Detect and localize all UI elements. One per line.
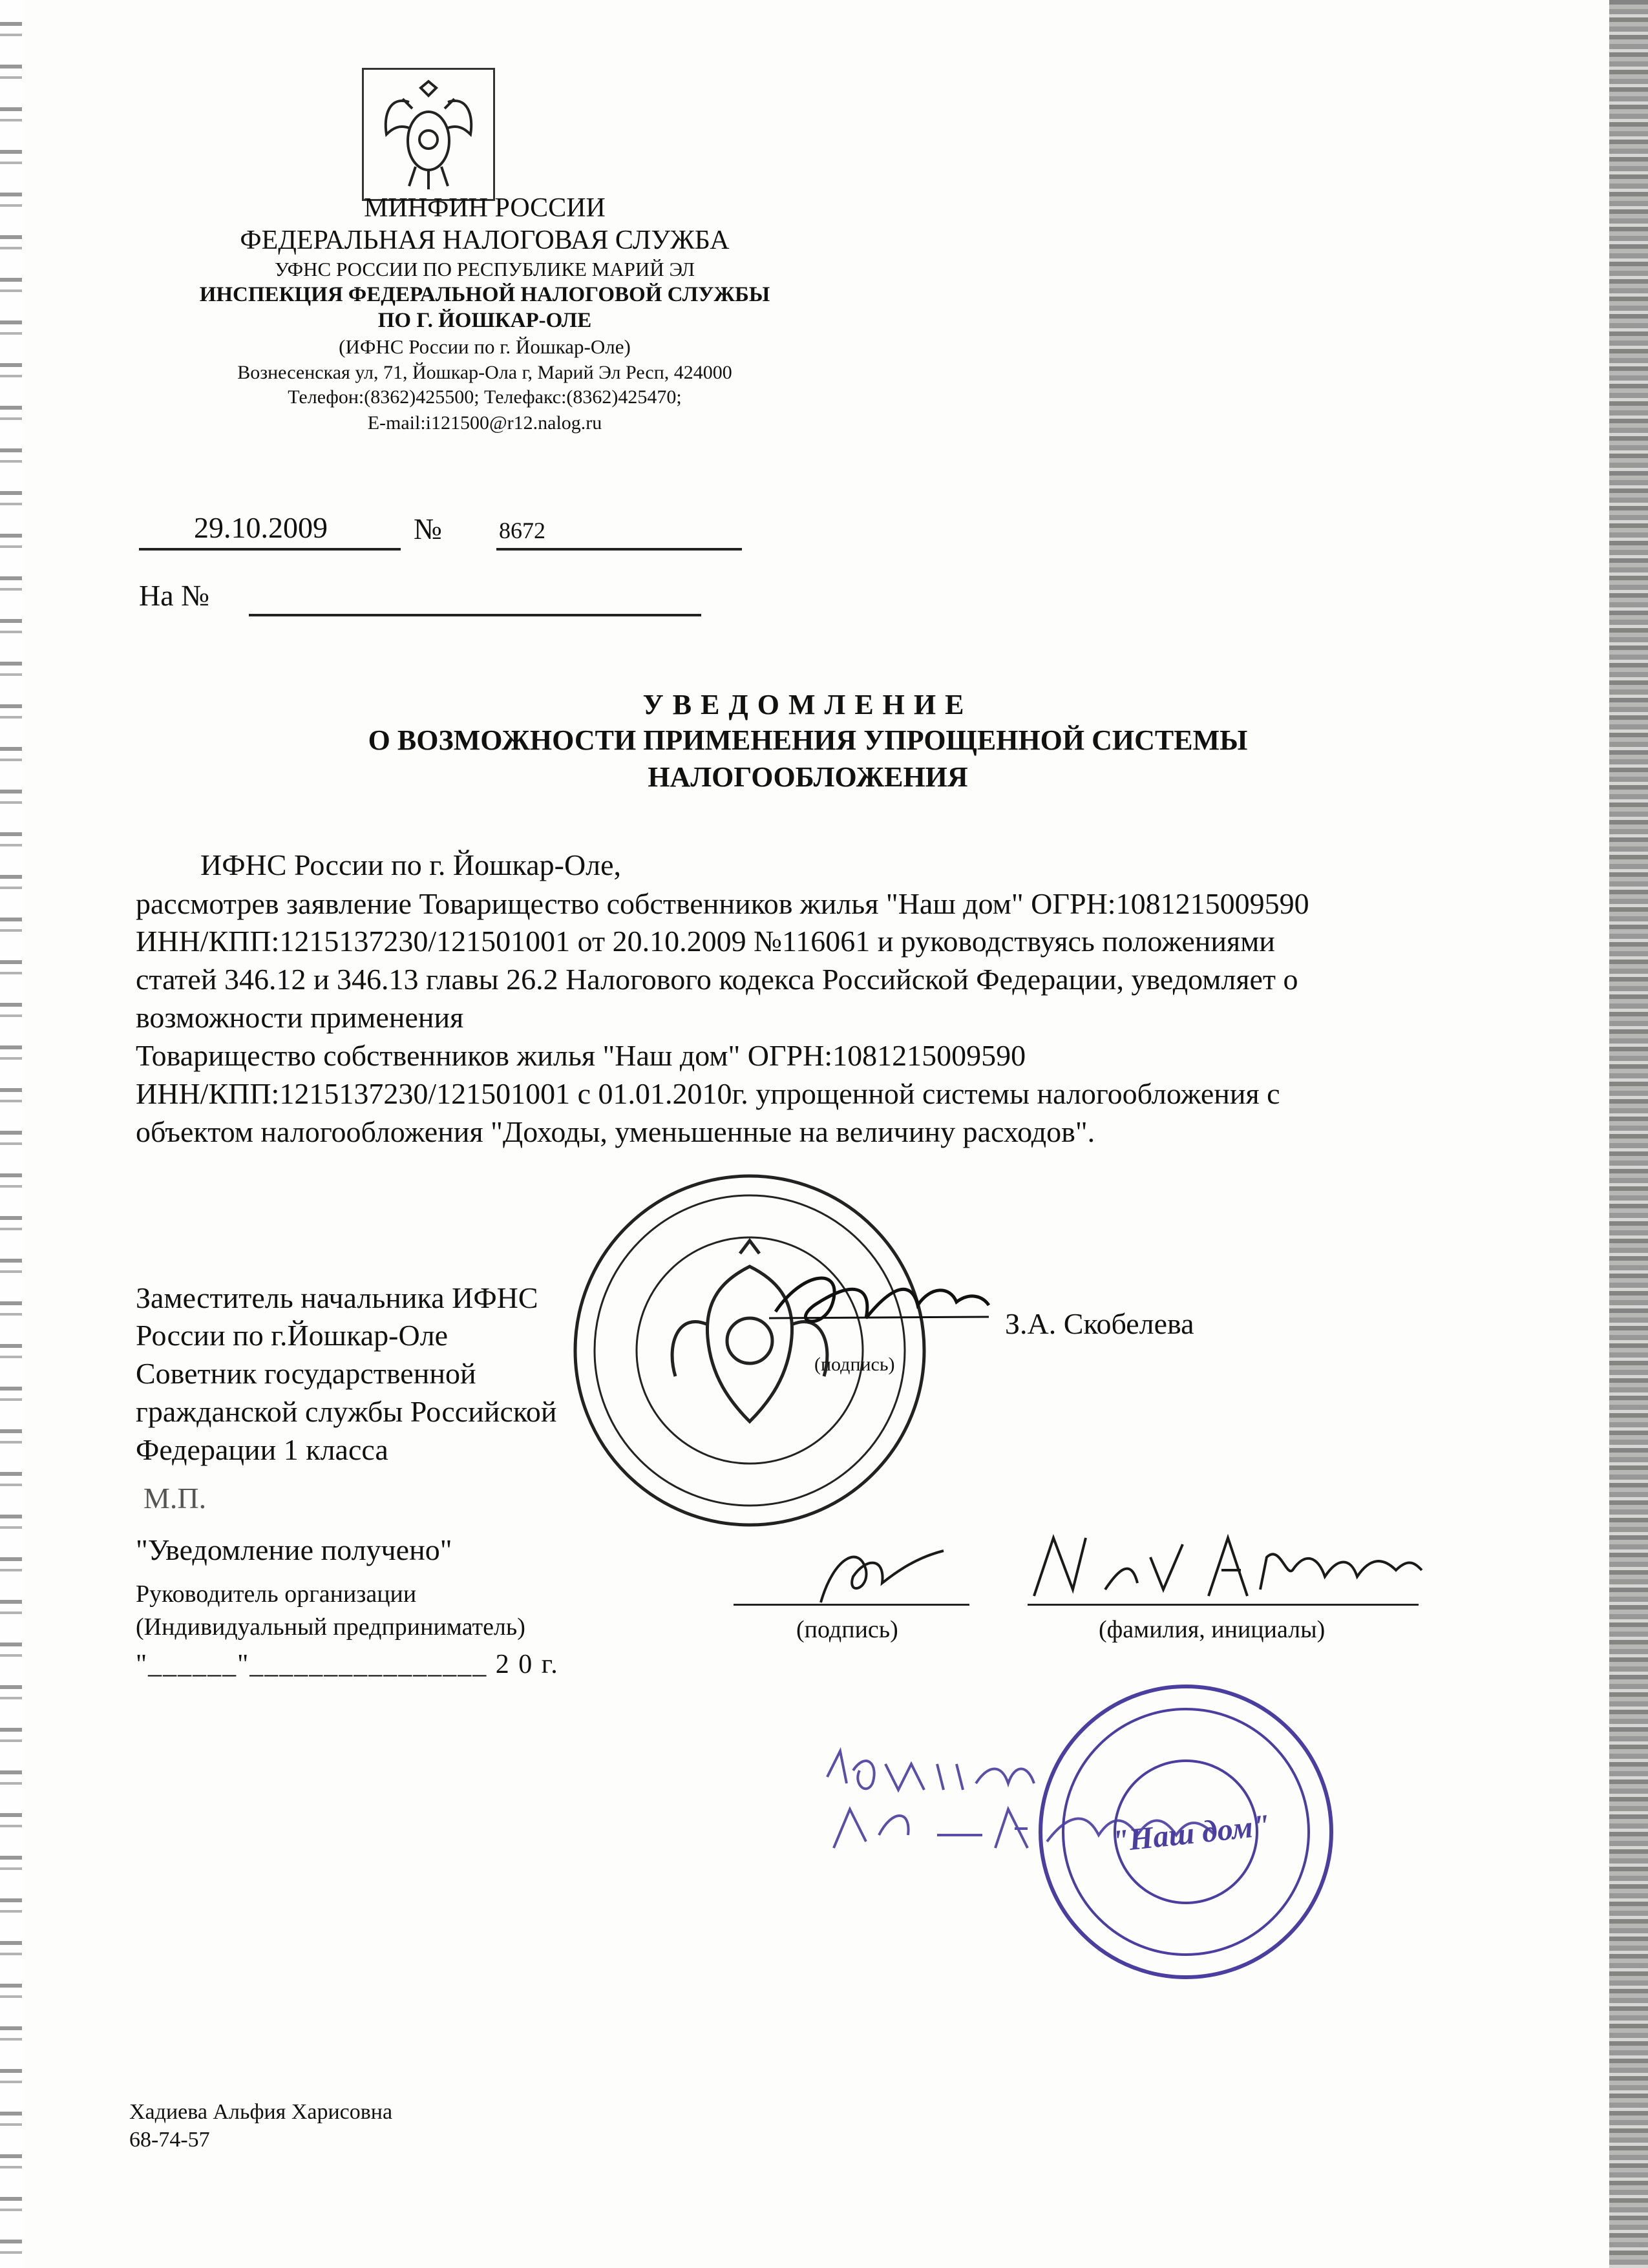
body-line-4: статей 346.12 и 346.13 главы 26.2 Налогового кодекса Российской Федерации, уведомляет о — [136, 963, 1298, 996]
header-service: ФЕДЕРАЛЬНАЯ НАЛОГОВАЯ СЛУЖБА — [240, 226, 730, 255]
body-line-3: ИНН/КПП:1215137230/121501001 от 20.10.2009 №116061 и руководствуясь положениями — [136, 925, 1275, 958]
header-short-name: (ИФНС России по г. Йошкар-Оле) — [339, 335, 631, 358]
header-city: ПО Г. ЙОШКАР-ОЛЕ — [377, 309, 592, 332]
body-line-6: Товарищество собственников жилья "Наш дом" ОГРН:1081215009590 — [136, 1039, 1026, 1072]
inspector-signature — [763, 1247, 995, 1350]
signature-caption: (подпись) — [814, 1354, 895, 1375]
signer-position-3: Советник государственной — [136, 1357, 476, 1390]
receipt-title: "Уведомление получено" — [136, 1533, 452, 1566]
tax-inspection-seal — [569, 1170, 931, 1531]
header-ufns: УФНС РОССИИ ПО РЕСПУБЛИКЕ МАРИЙ ЭЛ — [275, 258, 695, 280]
body-line-7: ИНН/КПП:1215137230/121501001 с 01.01.2010г. упрощенной системы налогообложения с — [136, 1077, 1280, 1110]
reply-to-underline — [249, 614, 701, 616]
header-ministry: МИНФИН РОССИИ — [364, 193, 606, 223]
header-phone: Телефон:(8362)425500; Телефакс:(8362)425470; — [288, 386, 682, 408]
organization-seal-label: "Наш дом" — [1110, 1808, 1272, 1859]
receipt-entrepreneur-label: (Индивидуальный предприниматель) — [136, 1613, 525, 1641]
number-underline — [496, 548, 742, 551]
doc-number: 8672 — [499, 518, 545, 543]
signer-position-5: Федерации 1 класса — [136, 1433, 388, 1466]
receipt-name-caption: (фамилия, инициалы) — [1099, 1616, 1326, 1643]
body-line-2: рассмотрев заявление Товарищество собственников жилья "Наш дом" ОГРН:1081215009590 — [136, 887, 1309, 920]
seal-place-label: М.П. — [143, 1482, 207, 1515]
signer-position-1: Заместитель начальника ИФНС — [136, 1281, 538, 1314]
header-inspection: ИНСПЕКЦИЯ ФЕДЕРАЛЬНОЙ НАЛОГОВОЙ СЛУЖБЫ — [199, 283, 770, 306]
executor-phone: 68-74-57 — [129, 2128, 210, 2152]
scan-edge-left — [0, 0, 22, 2268]
receipt-head-label: Руководитель организации — [136, 1580, 417, 1608]
header-address: Вознесенская ул, 71, Йошкар-Ола г, Марий Эл Респ, 424000 — [237, 362, 732, 383]
date-underline — [139, 548, 401, 551]
signer-position-4: гражданской службы Российской — [136, 1395, 557, 1428]
emblem-frame — [362, 68, 495, 201]
receipt-signature — [808, 1531, 956, 1615]
doc-subtitle-2: НАЛОГООБЛОЖЕНИЯ — [648, 761, 968, 793]
executor-name: Хадиева Альфия Харисовна — [129, 2100, 393, 2124]
body-line-5: возможности применения — [136, 1001, 464, 1034]
body-line-1: ИФНС России по г. Йошкар-Оле, — [200, 848, 622, 881]
header-email: E-mail:i121500@r12.nalog.ru — [367, 412, 602, 434]
russian-eagle-icon — [364, 70, 493, 199]
scan-edge-right — [1609, 0, 1648, 2268]
receipt-handwritten-name — [1021, 1518, 1428, 1609]
doc-date: 29.10.2009 — [194, 511, 328, 544]
receipt-date-line: "______"________________ 2 0 г. — [136, 1650, 559, 1679]
receipt-signature-caption: (подпись) — [796, 1616, 898, 1643]
doc-title: УВЕДОМЛЕНИЕ — [642, 689, 973, 720]
doc-subtitle: О ВОЗМОЖНОСТИ ПРИМЕНЕНИЯ УПРОЩЕННОЙ СИСТЕМЫ — [368, 724, 1248, 756]
signer-name: З.А. Скобелева — [1005, 1307, 1194, 1340]
number-sign: № — [414, 512, 442, 545]
body-line-8: объектом налогообложения "Доходы, уменьшенные на величину расходов". — [136, 1115, 1095, 1148]
reply-to-label: На № — [139, 579, 210, 612]
signer-position-2: России по г.Йошкар-Оле — [136, 1319, 449, 1352]
